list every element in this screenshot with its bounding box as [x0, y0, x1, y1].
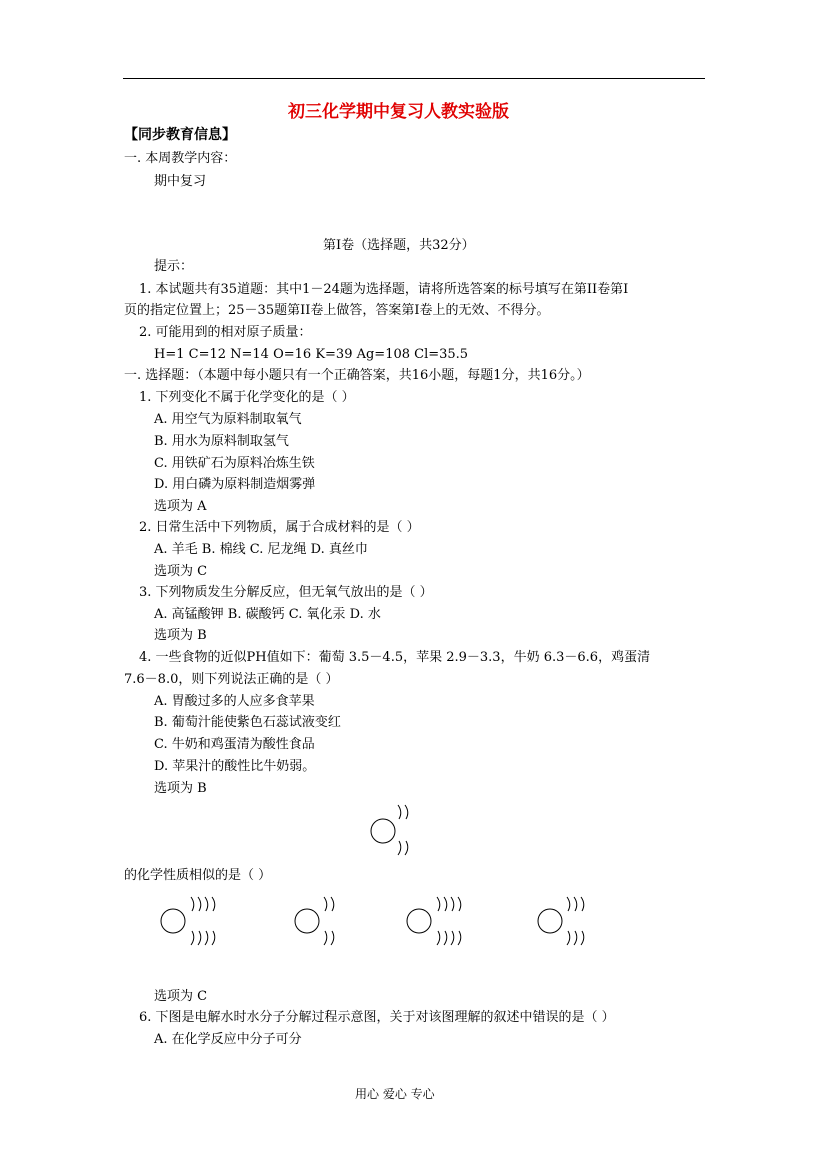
hint-1-line-1: 1. 本试题共有35道题：其中1－24题为选择题，请将所选答案的标号填写在第II卷第Ⅰ — [139, 282, 629, 297]
q4-option-a: A. 胃酸过多的人应多食苹果 — [154, 694, 315, 709]
q3-stem: 3. 下列物质发生分解反应，但无氧气放出的是（ ） — [139, 585, 433, 600]
q1-stem: 1. 下列变化不属于化学变化的是（ ） — [139, 390, 355, 405]
q4-stem-line-2: 7.6－8.0，则下列说法正确的是（ ） — [124, 672, 339, 687]
q5-option-c-diagram — [404, 892, 474, 952]
q5-option-b-diagram — [291, 892, 351, 952]
q1-option-c: C. 用铁矿石为原料冶炼生铁 — [154, 456, 315, 471]
q5-answer: 选项为 C — [154, 989, 208, 1004]
q1-answer: 选项为 A — [154, 499, 207, 514]
q5-stem-tail: 的化学性质相似的是（ ） — [124, 868, 272, 883]
q2-options: A. 羊毛 B. 棉线 C. 尼龙绳 D. 真丝巾 — [154, 542, 368, 557]
header-rule — [123, 78, 705, 79]
hint-1-line-2: 页的指定位置上；25－35题第II卷上做答，答案第Ⅰ卷上的无效、不得分。 — [124, 303, 550, 318]
part-title: 第Ⅰ卷（选择题，共32分） — [323, 238, 475, 253]
page-title: 初三化学期中复习人教实验版 — [288, 102, 509, 122]
q2-stem: 2. 日常生活中下列物质，属于合成材料的是（ ） — [139, 520, 420, 535]
q4-stem-line-1: 4. 一些食物的近似PH值如下：葡萄 3.5－4.5，苹果 2.9－3.3，牛奶 6.3－6.6，鸡蛋清 — [139, 650, 651, 665]
q3-options: A. 高锰酸钾 B. 碳酸钙 C. 氧化汞 D. 水 — [154, 607, 381, 622]
q4-option-b: B. 葡萄汁能使紫色石蕊试液变红 — [154, 715, 341, 730]
q4-answer: 选项为 B — [154, 781, 207, 796]
q5-option-d-diagram — [534, 892, 594, 952]
q4-option-c: C. 牛奶和鸡蛋清为酸性食品 — [154, 737, 315, 752]
q1-option-b: B. 用水为原料制取氢气 — [154, 434, 289, 449]
page-footer: 用心 爱心 专心 — [355, 1087, 435, 1101]
atomic-masses: H=1 C=12 N=14 O=16 K=39 Ag=108 Cl=35.5 — [154, 347, 469, 362]
q4-option-d: D. 苹果汁的酸性比牛奶弱。 — [154, 759, 316, 774]
q6-option-a: A. 在化学反应中分子可分 — [154, 1032, 302, 1047]
q3-answer: 选项为 B — [154, 628, 207, 643]
q2-answer: 选项为 C — [154, 564, 208, 579]
hint-2: 2. 可能用到的相对原子质量： — [139, 325, 312, 340]
hint-label: 提示： — [154, 259, 194, 274]
q1-option-d: D. 用白磷为原料制造烟雾弹 — [154, 477, 316, 492]
q1-option-a: A. 用空气为原料制取氧气 — [154, 412, 302, 427]
q6-stem: 6. 下图是电解水时水分子分解过程示意图，关于对该图理解的叙述中错误的是（ ） — [139, 1010, 615, 1025]
intro-content: 期中复习 — [154, 174, 207, 189]
intro-heading: 一. 本周教学内容： — [124, 151, 237, 166]
section-heading: 一. 选择题：（本题中每小题只有一个正确答案，共16小题，每题1分，共16分。） — [124, 368, 590, 383]
section-header: 【同步教育信息】 — [124, 127, 236, 143]
q5-given-atom-diagram — [366, 800, 416, 860]
q5-option-a-diagram — [156, 892, 226, 952]
